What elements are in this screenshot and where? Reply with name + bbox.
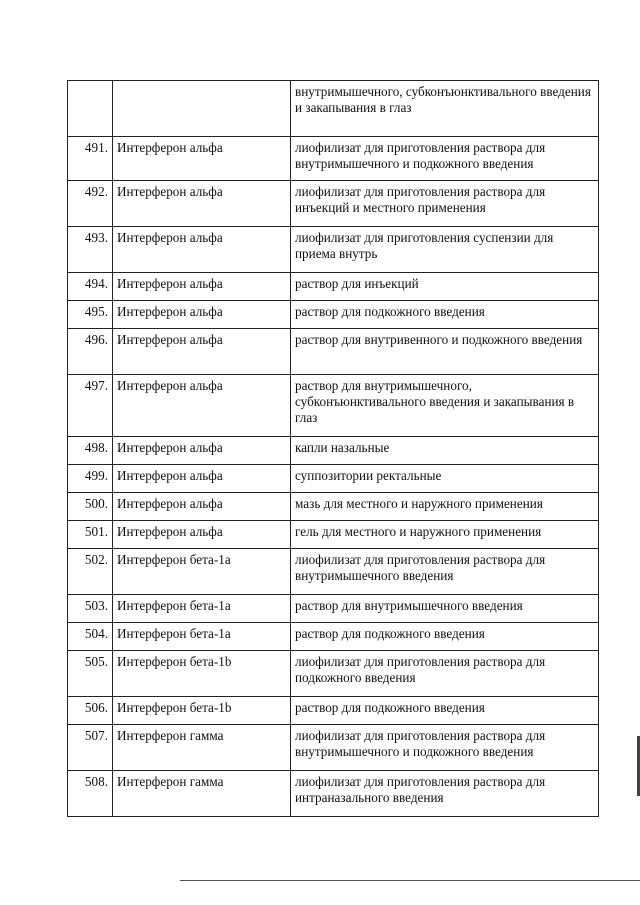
dosage-form-cell: лиофилизат для приготовления раствора для внутримышечного введения [291,549,599,595]
dosage-form-cell: раствор для подкожного введения [291,697,599,725]
table-row [68,697,599,725]
table-row [68,329,599,375]
footer-divider [180,880,640,881]
drug-name-cell: Интерферон альфа [113,227,291,273]
drug-name-cell: Интерферон бета-1b [113,651,291,697]
dosage-form-cell: лиофилизат для приготовления раствора для подкожного введения [291,651,599,697]
dosage-form-cell: лиофилизат для приготовления суспензии для приема внутрь [291,227,599,273]
table-row [68,227,599,273]
drug-name-cell: Интерферон альфа [113,375,291,437]
row-number-cell: 491. [68,137,113,181]
drug-name-cell: Интерферон альфа [113,465,291,493]
drug-name-cell: Интерферон гамма [113,725,291,771]
table-row [68,651,599,697]
row-number-cell: 501. [68,521,113,549]
row-number-cell: 508. [68,771,113,817]
table-row [68,465,599,493]
table-body [68,81,599,817]
dosage-form-cell: раствор для инъекций [291,273,599,301]
table-row [68,181,599,227]
dosage-form-cell: лиофилизат для приготовления раствора для интраназального введения [291,771,599,817]
drug-name-cell: Интерферон альфа [113,301,291,329]
row-number-cell: 493. [68,227,113,273]
dosage-form-cell: лиофилизат для приготовления раствора для инъекций и местного применения [291,181,599,227]
table-row [68,549,599,595]
dosage-form-cell: раствор для подкожного введения [291,623,599,651]
drug-name-cell: Интерферон альфа [113,437,291,465]
table-row [68,273,599,301]
drug-table [67,80,599,817]
row-number-cell [68,81,113,137]
dosage-form-cell: капли назальные [291,437,599,465]
drug-name-cell: Интерферон альфа [113,493,291,521]
drug-name-cell: Интерферон альфа [113,137,291,181]
table-row [68,725,599,771]
row-number-cell: 492. [68,181,113,227]
table-row [68,595,599,623]
drug-name-cell: Интерферон бета-1a [113,595,291,623]
drug-name-cell: Интерферон альфа [113,273,291,301]
table-row [68,493,599,521]
table-row [68,521,599,549]
drug-name-cell: Интерферон гамма [113,771,291,817]
dosage-form-cell: внутримышечного, субконъюнктивального введения и закапывания в глаз [291,81,599,137]
drug-name-cell: Интерферон бета-1a [113,549,291,595]
dosage-form-cell: суппозитории ректальные [291,465,599,493]
row-number-cell: 505. [68,651,113,697]
table-row [68,301,599,329]
table-row [68,137,599,181]
row-number-cell: 506. [68,697,113,725]
row-number-cell: 502. [68,549,113,595]
table-row [68,771,599,817]
table-row [68,375,599,437]
dosage-form-cell: раствор для внутривенного и подкожного введения [291,329,599,375]
row-number-cell: 494. [68,273,113,301]
drug-name-cell: Интерферон альфа [113,521,291,549]
row-number-cell: 495. [68,301,113,329]
row-number-cell: 496. [68,329,113,375]
row-number-cell: 497. [68,375,113,437]
dosage-form-cell: раствор для подкожного введения [291,301,599,329]
row-number-cell: 503. [68,595,113,623]
table-row [68,81,599,137]
dosage-form-cell: лиофилизат для приготовления раствора для внутримышечного и подкожного введения [291,725,599,771]
row-number-cell: 504. [68,623,113,651]
row-number-cell: 499. [68,465,113,493]
dosage-form-cell: лиофилизат для приготовления раствора для внутримышечного и подкожного введения [291,137,599,181]
drug-name-cell: Интерферон альфа [113,181,291,227]
drug-name-cell: Интерферон альфа [113,329,291,375]
table-row [68,437,599,465]
row-number-cell: 507. [68,725,113,771]
dosage-form-cell: раствор для внутримышечного введения [291,595,599,623]
dosage-form-cell: мазь для местного и наружного применения [291,493,599,521]
drug-name-cell: Интерферон бета-1b [113,697,291,725]
row-number-cell: 498. [68,437,113,465]
drug-name-cell [113,81,291,137]
dosage-form-cell: раствор для внутримышечного, субконъюнктивального введения и закапывания в глаз [291,375,599,437]
dosage-form-cell: гель для местного и наружного применения [291,521,599,549]
row-number-cell: 500. [68,493,113,521]
table-row [68,623,599,651]
drug-name-cell: Интерферон бета-1a [113,623,291,651]
